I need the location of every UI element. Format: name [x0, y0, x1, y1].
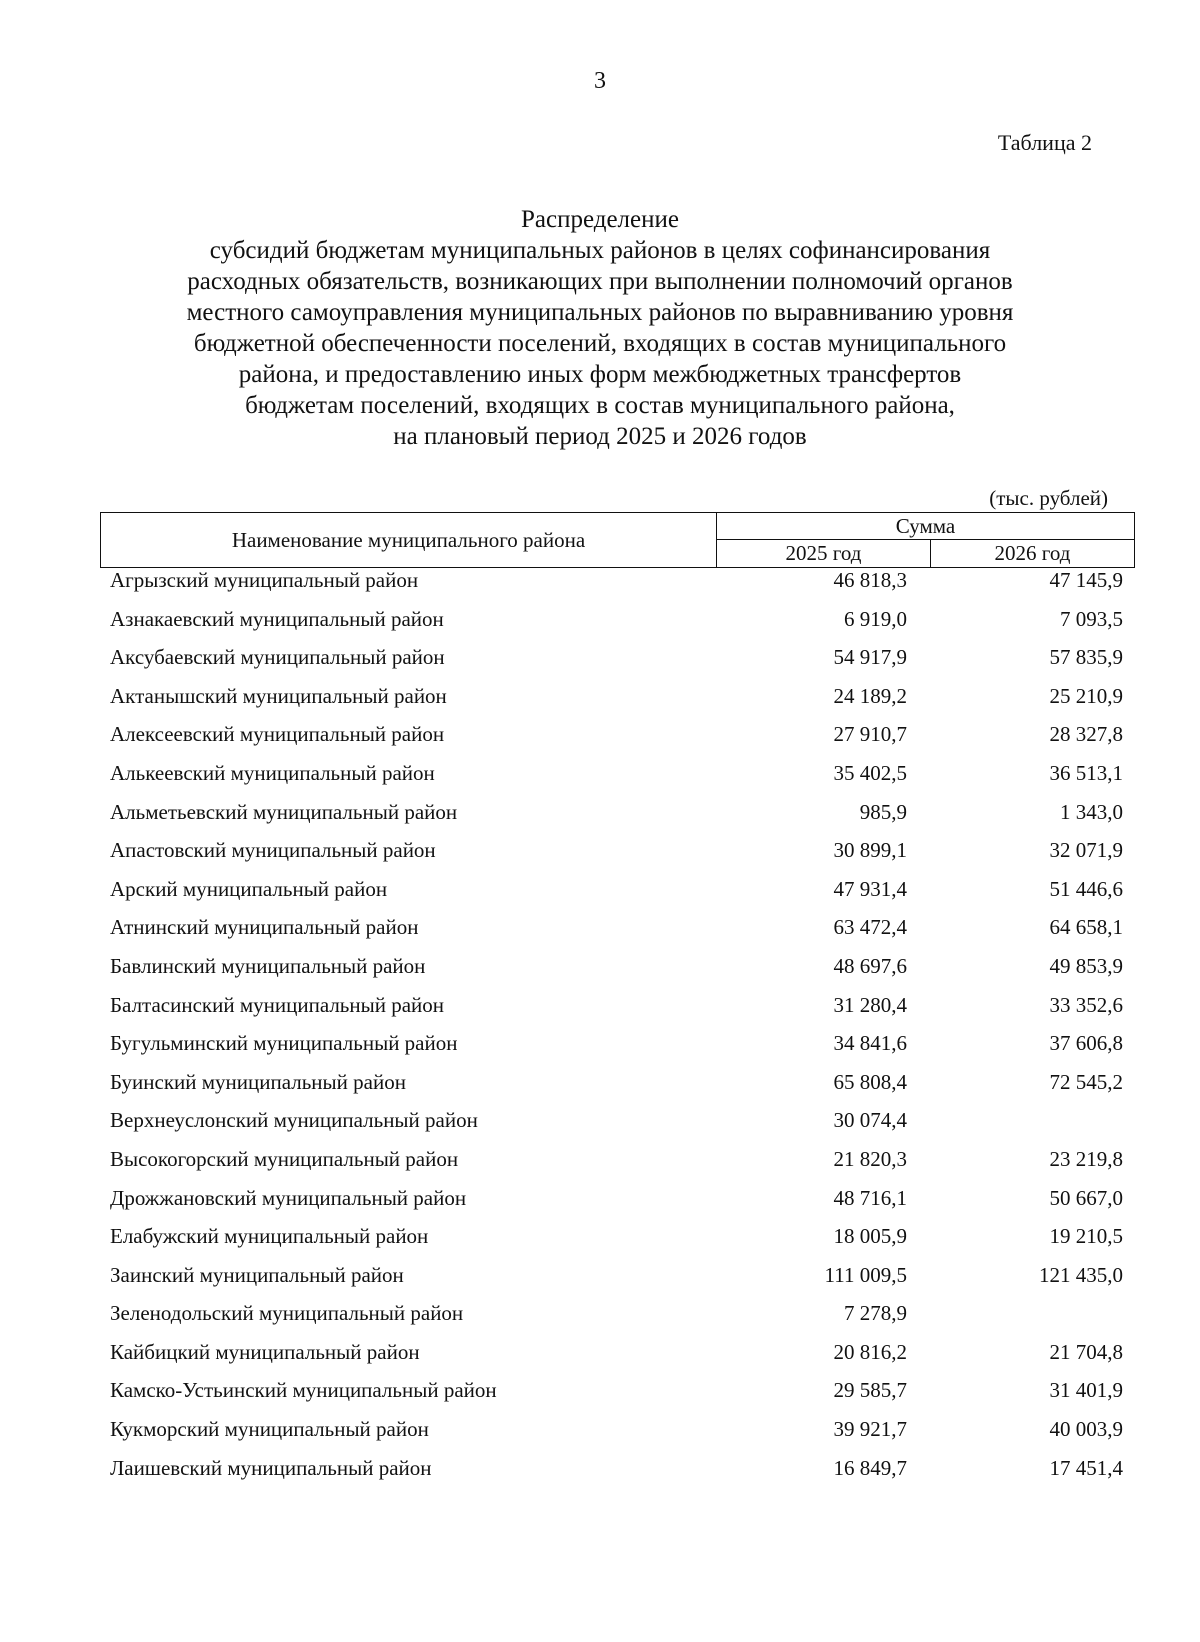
row-value-2026: 50 667,0 [1049, 1185, 1123, 1210]
table-row [110, 645, 1135, 684]
row-value-2026: 51 446,6 [1049, 876, 1123, 901]
table-row [110, 1263, 1135, 1302]
row-value-2025: 47 931,4 [833, 876, 907, 901]
row-name: Высокогорский муниципальный район [110, 1146, 459, 1171]
row-value-2025: 6 919,0 [844, 606, 907, 631]
row-name: Камско-Устьинский муниципальный район [110, 1378, 497, 1403]
row-value-2025: 16 849,7 [833, 1455, 907, 1480]
table-row [110, 993, 1135, 1032]
row-name: Апастовский муниципальный район [110, 838, 436, 863]
row-value-2026: 31 401,9 [1049, 1378, 1123, 1403]
row-value-2025: 34 841,6 [833, 1031, 907, 1056]
row-name: Верхнеуслонский муниципальный район [110, 1108, 478, 1133]
row-value-2025: 48 716,1 [833, 1185, 907, 1210]
title-line: субсидий бюджетам муниципальных районов в целях софинансирования [209, 237, 991, 264]
row-name: Аксубаевский муниципальный район [110, 645, 445, 670]
row-name: Зеленодольский муниципальный район [110, 1301, 464, 1326]
row-value-2025: 985,9 [859, 799, 907, 824]
row-value-2025: 35 402,5 [833, 760, 907, 785]
units-label: (тыс. рублей) [989, 486, 1108, 510]
row-name: Лаишевский муниципальный район [110, 1455, 432, 1480]
row-name: Алькеевский муниципальный район [110, 760, 435, 785]
table-row [110, 1456, 1135, 1495]
table-label: Таблица 2 [997, 130, 1092, 155]
row-value-2026: 40 003,9 [1049, 1417, 1123, 1442]
row-name: Альметьевский муниципальный район [110, 799, 458, 824]
row-value-2025: 39 921,7 [833, 1417, 907, 1442]
row-value-2026: 21 704,8 [1049, 1339, 1123, 1364]
table-row [110, 915, 1135, 954]
row-name: Алексеевский муниципальный район [110, 722, 445, 747]
row-value-2025: 24 189,2 [833, 683, 907, 708]
row-name: Азнакаевский муниципальный район [110, 606, 444, 631]
table-row [110, 1378, 1135, 1417]
title-line: бюджетной обеспеченности поселений, входящих в состав муниципального [193, 330, 1007, 357]
table-body [110, 568, 1135, 1494]
row-value-2025: 111 009,5 [824, 1262, 907, 1287]
row-value-2025: 46 818,3 [833, 568, 907, 592]
row-value-2025: 54 917,9 [833, 645, 907, 670]
row-name: Балтасинский муниципальный район [110, 992, 445, 1017]
table-header [100, 512, 1135, 568]
row-value-2026: 19 210,5 [1049, 1224, 1123, 1249]
row-name: Арский муниципальный район [110, 876, 388, 901]
table-row [110, 1186, 1135, 1225]
row-value-2026: 121 435,0 [1039, 1262, 1123, 1287]
row-value-2026: 57 835,9 [1049, 645, 1123, 670]
row-name: Заинский муниципальный район [110, 1262, 404, 1287]
row-value-2026: 49 853,9 [1049, 953, 1123, 978]
header-sum-column: Сумма [717, 513, 1134, 540]
row-value-2025: 18 005,9 [833, 1224, 907, 1249]
row-value-2026: 64 658,1 [1049, 915, 1123, 940]
table-row [110, 684, 1135, 723]
title-line: бюджетам поселений, входящих в состав муниципального района, [245, 392, 955, 419]
table-row [110, 838, 1135, 877]
table-row [110, 1031, 1135, 1070]
row-value-2026: 36 513,1 [1049, 760, 1123, 785]
row-value-2026: 28 327,8 [1049, 722, 1123, 747]
header-year-2025: 2025 год [717, 540, 931, 567]
row-value-2025: 30 899,1 [833, 838, 907, 863]
row-value-2026: 32 071,9 [1049, 838, 1123, 863]
row-value-2026: 72 545,2 [1049, 1069, 1123, 1094]
table-row [110, 1417, 1135, 1456]
row-name: Актанышский муниципальный район [110, 683, 447, 708]
row-value-2025: 48 697,6 [833, 953, 907, 978]
title-line: на плановый период 2025 и 2026 годов [393, 423, 807, 450]
table-row [110, 1301, 1135, 1340]
header-year-2026: 2026 год [994, 541, 1071, 565]
page-number: 3 [594, 68, 606, 94]
row-name: Агрызский муниципальный район [110, 568, 419, 592]
title-line: местного самоуправления муниципальных районов по выравниванию уровня [186, 299, 1014, 326]
table-row [110, 1070, 1135, 1109]
row-value-2026: 33 352,6 [1049, 992, 1123, 1017]
title-line: Распределение [521, 206, 679, 233]
table-row [110, 1147, 1135, 1186]
table-row [110, 1340, 1135, 1379]
row-value-2025: 63 472,4 [833, 915, 907, 940]
table-row [110, 1108, 1135, 1147]
row-value-2025: 31 280,4 [833, 992, 907, 1017]
row-name: Буинский муниципальный район [110, 1069, 406, 1094]
table-row [110, 761, 1135, 800]
row-name: Дрожжановский муниципальный район [110, 1185, 467, 1210]
row-value-2025: 65 808,4 [833, 1069, 907, 1094]
row-name: Кайбицкий муниципальный район [110, 1339, 420, 1364]
table-row [110, 800, 1135, 839]
table-row [110, 954, 1135, 993]
row-name: Атнинский муниципальный район [110, 915, 419, 940]
row-value-2026: 1 343,0 [1060, 799, 1123, 824]
table-row [110, 607, 1135, 646]
row-value-2026: 47 145,9 [1049, 568, 1123, 592]
row-value-2026: 23 219,8 [1049, 1146, 1123, 1171]
row-value-2025: 7 278,9 [844, 1301, 907, 1326]
row-value-2025: 21 820,3 [833, 1146, 907, 1171]
table-row [110, 568, 1135, 607]
row-value-2026: 17 451,4 [1049, 1455, 1123, 1480]
table-row [110, 877, 1135, 916]
row-value-2025: 27 910,7 [833, 722, 907, 747]
title-line: района, и предоставлению иных форм межбюджетных трансфертов [238, 361, 962, 388]
row-value-2025: 30 074,4 [833, 1108, 907, 1133]
row-value-2025: 20 816,2 [833, 1339, 907, 1364]
document-title [100, 204, 1100, 452]
row-value-2025: 29 585,7 [833, 1378, 907, 1403]
table-row [110, 1224, 1135, 1263]
row-value-2026: 25 210,9 [1049, 683, 1123, 708]
row-name: Кукморский муниципальный район [110, 1417, 429, 1442]
row-value-2026: 7 093,5 [1060, 606, 1123, 631]
title-line: расходных обязательств, возникающих при выполнении полномочий органов [187, 268, 1013, 295]
row-name: Бавлинский муниципальный район [110, 953, 426, 978]
row-value-2026: 37 606,8 [1049, 1031, 1123, 1056]
row-name: Елабужский муниципальный район [110, 1224, 429, 1249]
row-name: Бугульминский муниципальный район [110, 1031, 458, 1056]
table-row [110, 722, 1135, 761]
header-name-column: Наименование муниципального района [101, 513, 717, 567]
